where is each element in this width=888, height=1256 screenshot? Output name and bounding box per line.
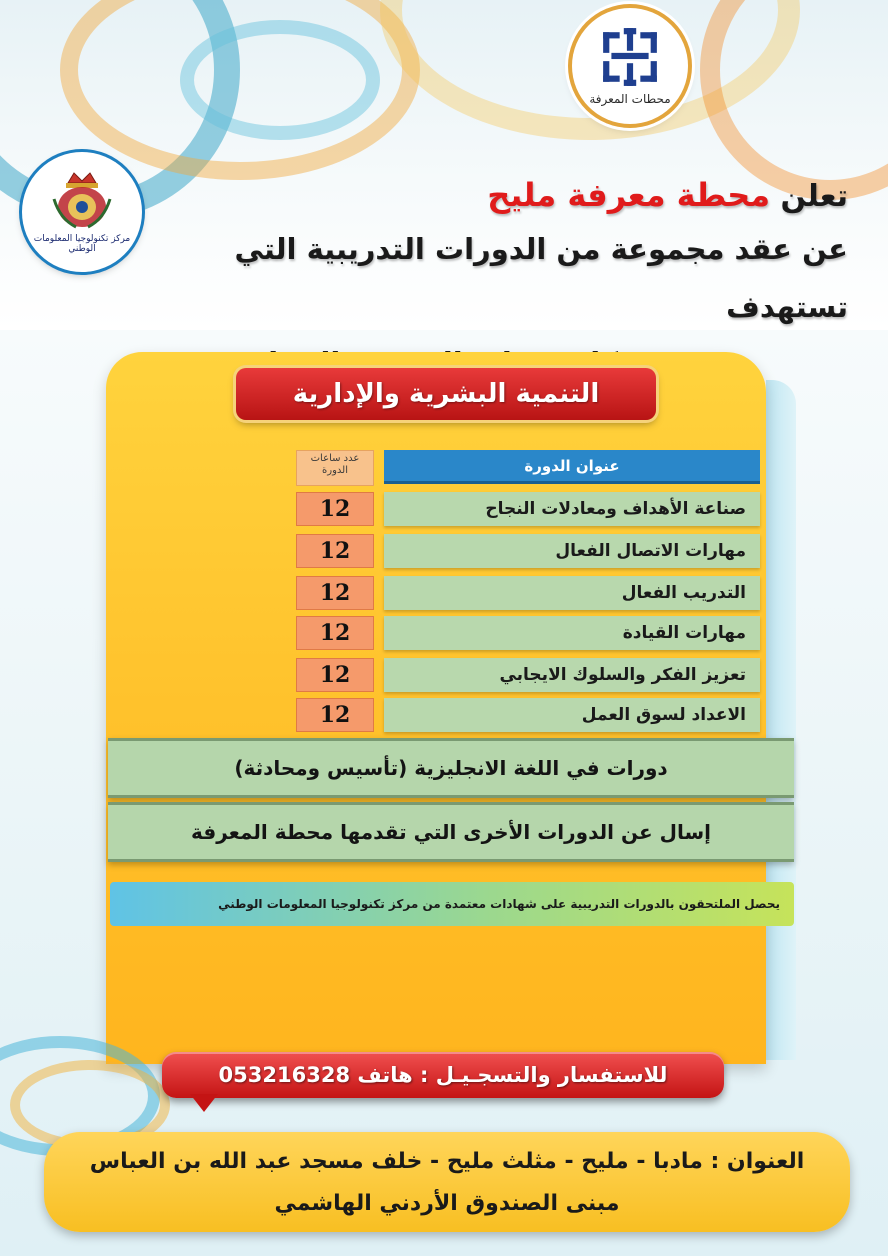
course-row-hours: 12 [296, 576, 374, 610]
address-line-2: مبنى الصندوق الأردني الهاشمي [274, 1191, 620, 1216]
certificate-note: يحصل الملتحقون بالدورات التدريبية على شهادات معتمدة من مركز تكنولوجيا المعلومات الوطني [110, 882, 794, 926]
course-row-hours: 12 [296, 658, 374, 692]
decorative-swirl [180, 20, 380, 140]
course-row-title: الاعداد لسوق العمل [384, 698, 760, 732]
knowledge-stations-logo [572, 8, 688, 124]
course-row-title: مهارات الاتصال الفعال [384, 534, 760, 568]
course-row-title: تعزيز الفكر والسلوك الايجابي [384, 658, 760, 692]
course-column-header: عنوان الدورة [384, 450, 760, 484]
headline-line-2: عن عقد مجموعة من الدورات التدريبية التي تستهدف [234, 232, 848, 324]
logo-caption: محطات المعرفة [589, 92, 671, 106]
banner-tail [190, 1094, 218, 1112]
english-courses-band: دورات في اللغة الانجليزية (تأسيس ومحادثة) [108, 738, 794, 798]
contact-phone-banner: للاستفسار والتسجـيـل : هاتف 053216328 [162, 1052, 724, 1098]
course-row-title: صناعة الأهداف ومعادلات النجاح [384, 492, 760, 526]
course-row-title: مهارات القيادة [384, 616, 760, 650]
course-row-hours: 12 [296, 698, 374, 732]
address-line-1: العنوان : مادبا - مليح - مثلث مليح - خلف مسجد عبد الله بن العباس [89, 1149, 805, 1174]
logo-caption: مركز تكنولوجيا المعلومات الوطني [33, 234, 131, 254]
course-row-title: التدريب الفعال [384, 576, 760, 610]
address-box [44, 1132, 850, 1232]
nitc-logo [22, 152, 142, 272]
headline-prefix: تعلن [780, 179, 848, 214]
course-row-hours: 12 [296, 534, 374, 568]
hours-column-header: عدد ساعات الدورة [296, 450, 374, 486]
decorative-swirl [700, 0, 888, 200]
section-title: التنمية البشرية والإدارية [236, 368, 656, 420]
station-name: محطة معرفة مليح [487, 176, 771, 214]
other-courses-band: إسال عن الدورات الأخرى التي تقدمها محطة المعرفة [108, 802, 794, 862]
knowledge-stations-emblem-icon [599, 26, 661, 88]
crown-crest-icon [46, 169, 118, 233]
headline-line-1 [148, 172, 848, 220]
course-row-hours: 12 [296, 492, 374, 526]
board-side-strip [766, 380, 796, 1060]
course-row-hours: 12 [296, 616, 374, 650]
